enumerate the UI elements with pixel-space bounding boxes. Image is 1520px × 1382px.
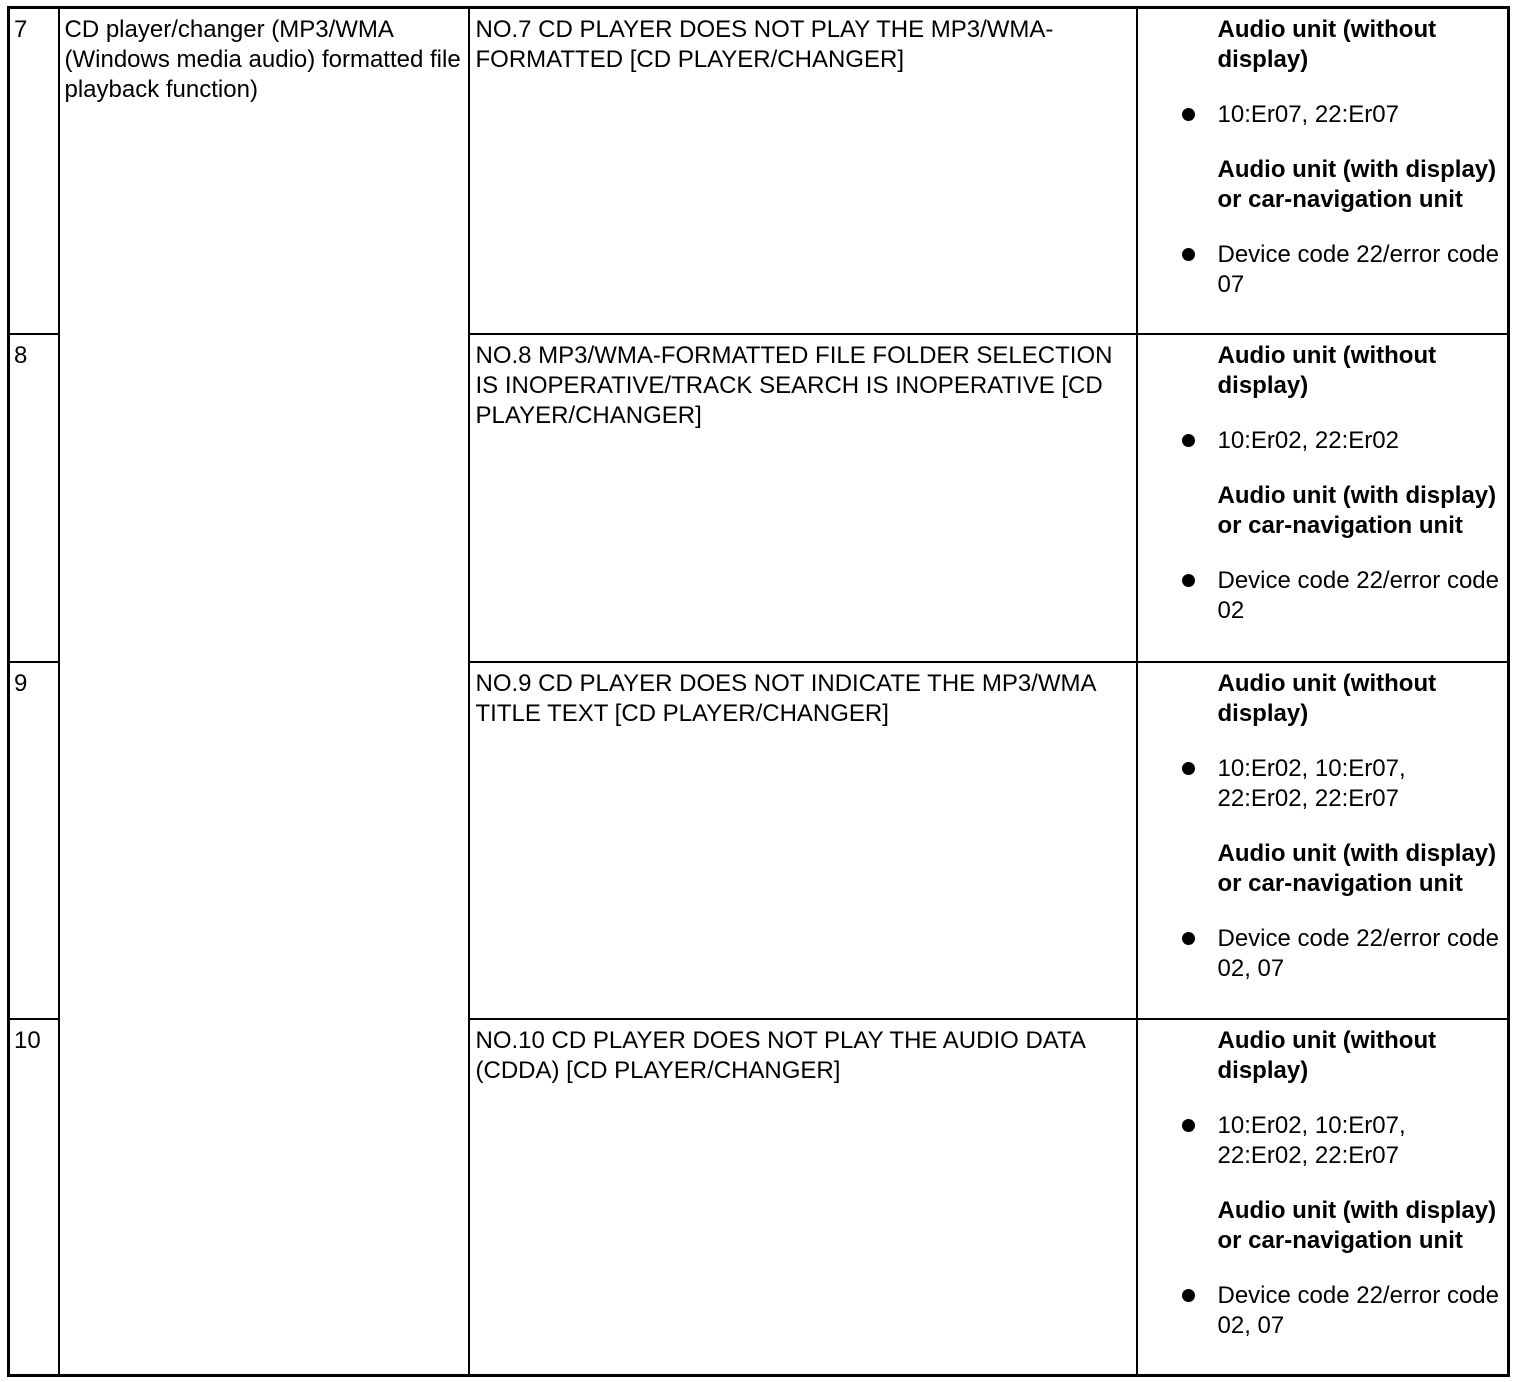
dtc-cell (1137, 8, 1509, 334)
unit-heading: Audio unit (with display) or car-navigation unit (1217, 481, 1497, 539)
unit-heading: Audio unit (without display) (1217, 16, 1437, 73)
error-codes: 10:Er02, 10:Er07, 22:Er02, 22:Er07 (1217, 754, 1406, 812)
list-item (1218, 100, 1500, 130)
error-codes: Device code 22/error code 02, 07 (1217, 924, 1499, 982)
symptom-title: NO.8 MP3/WMA-FORMATTED FILE FOLDER SELECTION IS INOPERATIVE/TRACK SEARCH IS INOPERATIVE [CD PLAYER/CHANGER] (469, 334, 1137, 662)
unit-heading: Audio unit (without display) (1217, 1026, 1437, 1084)
row-number: 9 (9, 662, 59, 1019)
error-codes: 10:Er02, 10:Er07, 22:Er02, 22:Er07 (1217, 1111, 1406, 1169)
symptom-title: NO.10 CD PLAYER DOES NOT PLAY THE AUDIO DATA (CDDA) [CD PLAYER/CHANGER] (469, 1019, 1137, 1376)
function-cell: CD player/changer (MP3/WMA (Windows media audio) formatted file playback function) (59, 8, 469, 1376)
row-number: 7 (9, 8, 59, 334)
unit-heading: Audio unit (with display) or car-navigation unit (1217, 839, 1497, 897)
dtc-cell (1137, 334, 1509, 662)
list-item (1218, 1281, 1500, 1341)
list-item (1218, 566, 1500, 626)
bullet-icon (1182, 434, 1195, 447)
unit-heading: Audio unit (with display) or car-navigation unit (1217, 1196, 1497, 1254)
list-item (1218, 924, 1500, 984)
dtc-cell (1137, 662, 1509, 1019)
bullet-icon (1182, 1119, 1195, 1132)
troubleshooting-table (7, 6, 1510, 1377)
bullet-icon (1182, 762, 1195, 775)
error-codes: Device code 22/error code 02, 07 (1217, 1281, 1499, 1339)
error-codes: 10:Er02, 22:Er02 (1217, 426, 1399, 454)
table-row (9, 8, 1509, 334)
bullet-icon (1182, 248, 1195, 261)
symptom-title: NO.7 CD PLAYER DOES NOT PLAY THE MP3/WMA-FORMATTED [CD PLAYER/CHANGER] (469, 8, 1137, 334)
unit-heading: Audio unit (without display) (1217, 669, 1437, 727)
error-codes: 10:Er07, 22:Er07 (1217, 101, 1399, 128)
row-number: 8 (9, 334, 59, 662)
bullet-icon (1182, 108, 1195, 121)
list-item (1218, 240, 1500, 300)
unit-heading: Audio unit (with display) or car-navigation unit (1217, 156, 1497, 213)
symptom-title: NO.9 CD PLAYER DOES NOT INDICATE THE MP3/WMA TITLE TEXT [CD PLAYER/CHANGER] (469, 662, 1137, 1019)
row-number: 10 (9, 1019, 59, 1376)
list-item (1218, 426, 1500, 456)
bullet-icon (1182, 932, 1195, 945)
bullet-icon (1182, 1289, 1195, 1302)
bullet-icon (1182, 574, 1195, 587)
list-item (1218, 1111, 1500, 1171)
unit-heading: Audio unit (without display) (1217, 341, 1437, 399)
dtc-cell (1137, 1019, 1509, 1376)
error-codes: Device code 22/error code 07 (1217, 241, 1499, 298)
list-item (1218, 754, 1500, 814)
error-codes: Device code 22/error code 02 (1217, 566, 1499, 624)
